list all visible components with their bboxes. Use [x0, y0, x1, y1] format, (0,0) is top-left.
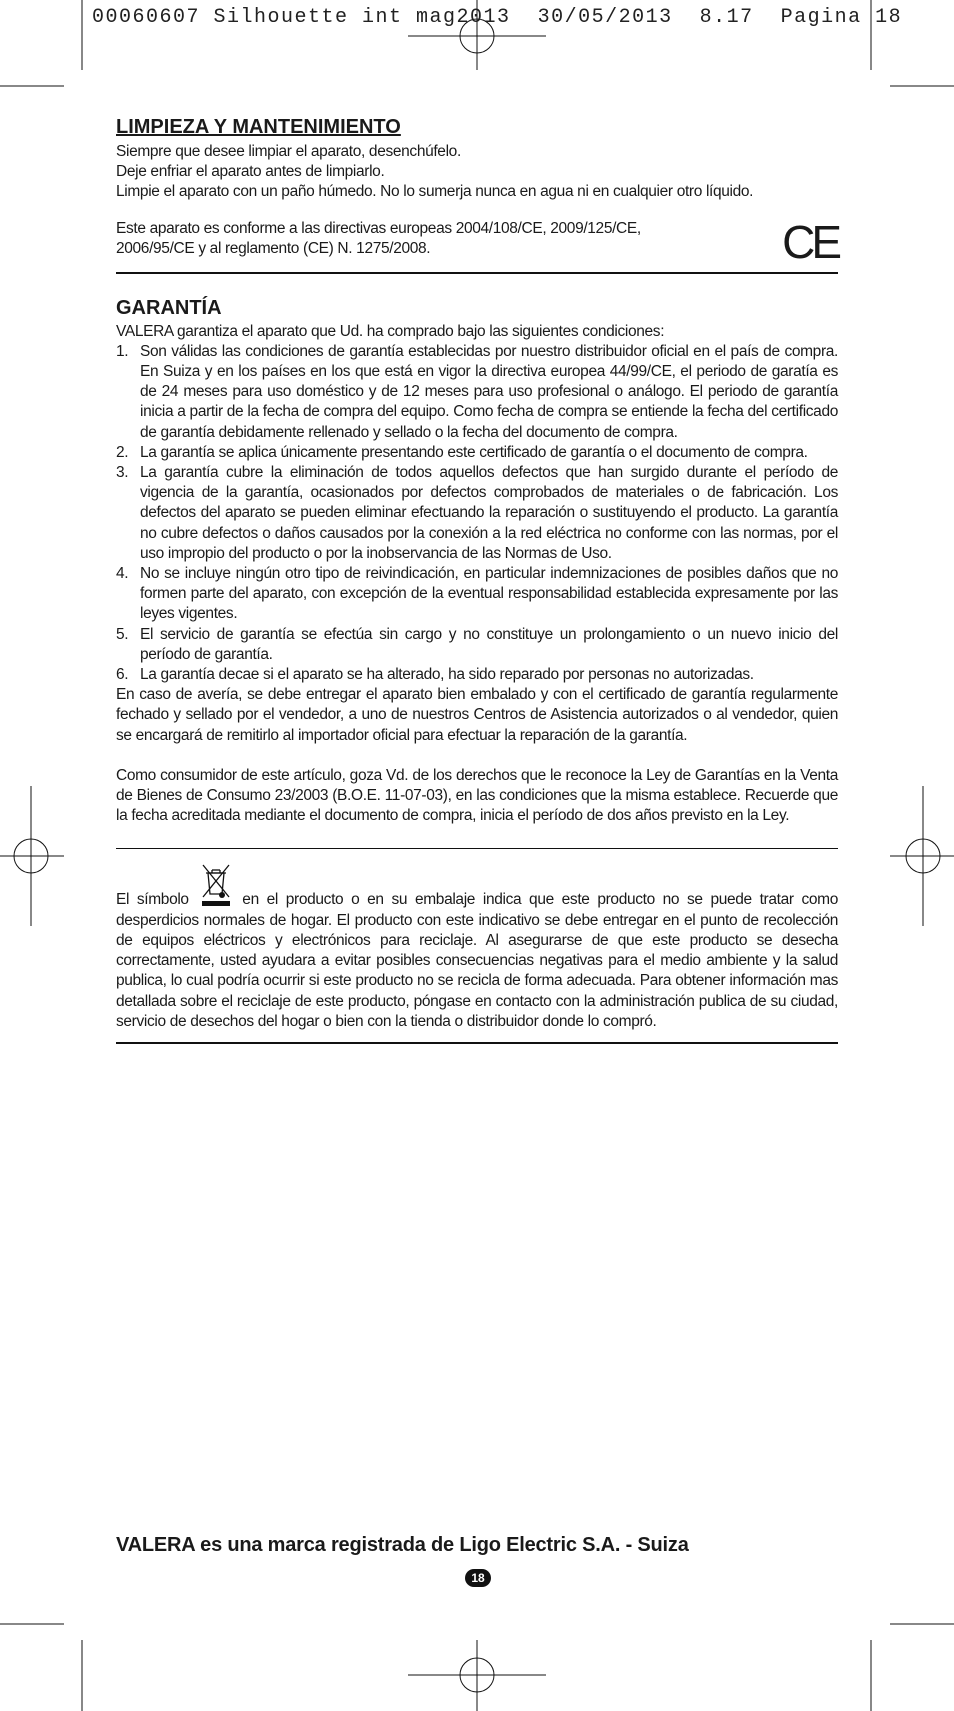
print-slug: 00060607 Silhouette int mag2013 30/05/2013 8.17 Pagina 18: [92, 6, 903, 29]
weee-text-before: El símbolo: [116, 891, 189, 909]
warranty-intro: VALERA garantiza el aparato que Ud. ha comprado bajo las siguientes condiciones:: [116, 322, 665, 340]
weee-notice: [116, 861, 838, 1031]
conformity-text: Este aparato es conforme a las directivas europeas 2004/108/CE, 2009/125/CE, 2006/95/CE y al reglamento (CE) N. 1275/2008.: [116, 219, 641, 257]
condition-number: 2.: [116, 443, 129, 461]
condition-text: La garantía se aplica únicamente presentando este certificado de garantía o el documento de compra.: [140, 443, 808, 461]
section-divider: [116, 848, 838, 849]
warranty-consumer-rights: Como consumidor de este artículo, goza Vd. de los derechos que le reconoce la Ley de Garantías en la Venta de Bienes de Consumo 23/2003 (B.O.E. 11-07-03), en las condiciones que la misma establece. Recuerde que la fecha acreditada mediante el documento de compra, inicia el período de dos años previsto en la Ley.: [116, 766, 838, 825]
page-number-badge: 18: [465, 1569, 491, 1587]
cleaning-line-1: Siempre que desee limpiar el aparato, desenchúfelo.: [116, 143, 461, 160]
list-item: [116, 665, 838, 685]
condition-text: La garantía decae si el aparato se ha alterado, ha sido reparado por personas no autorizadas.: [140, 666, 754, 684]
list-item: [116, 342, 838, 443]
condition-number: 6.: [116, 666, 129, 684]
conformity-block: [116, 215, 838, 268]
list-item: [116, 443, 838, 463]
warranty-title: GARANTÍA: [116, 296, 222, 319]
condition-number: 5.: [116, 625, 129, 643]
list-item: [116, 625, 838, 665]
ce-mark-icon: CE: [782, 215, 838, 268]
condition-text: No se incluye ningún otro tipo de reivindicación, en particular indemnizaciones de posibles daños que no formen parte del aparato, con excepción de la eventual responsabilidad establecida expresamente por las leyes vigentes.: [140, 565, 838, 623]
condition-text: El servicio de garantía se efectúa sin cargo y no constituye un prolongamiento o un nuevo inicio del período de garantía.: [140, 625, 838, 663]
cleaning-title: LIMPIEZA Y MANTENIMIENTO: [116, 116, 401, 138]
weee-text-after: en el producto o en su embalaje indica que este producto no se puede tratar como desperdicios normales de hogar. El producto con este indicativo se debe entregar en el punto de recolección de equipos eléctricos y electrónicos para reciclaje. Al asegurarse de que este producto se desecha correctamente, usted ayudara a evitar posibles consecuencias negativas para el medio ambiente y la salud publica, lo cual podría ocurrir si este producto no se recicla de forma adecuada. Para obtener información mas detallada sobre el reciclaje de este producto, póngase en contacto con la administración publica de su ciudad, servicio de desechos del hogar o bien con la tienda o distribuidor donde lo compró.: [116, 891, 838, 1030]
condition-text: Son válidas las condiciones de garantía establecidas por nuestro distribuidor oficial en el país de compra. En Suiza y en los países en los que está en vigor la directiva europea 44/99/CE, el periodo de garatía es de 24 meses para uso doméstico y de 12 meses para uso profesional o análogo. El periodo de garantía inicia a partir de la fecha de compra del equipo. Como fecha de compra se entiende la fecha del certificado de garantía debidamente rellenado y sellado o la fecha del documento de compra.: [140, 342, 838, 441]
section-divider: [116, 1042, 838, 1044]
section-divider: [116, 272, 838, 274]
condition-number: 4.: [116, 565, 129, 583]
list-item: [116, 564, 838, 625]
brand-trademark-note: VALERA es una marca registrada de Ligo Electric S.A. - Suiza: [116, 1534, 689, 1556]
cleaning-line-2: Deje enfriar el aparato antes de limpiarlo.: [116, 163, 385, 181]
condition-number: 1.: [116, 342, 129, 360]
condition-number: 3.: [116, 464, 129, 482]
warranty-conditions: [116, 342, 838, 685]
warranty-breakdown: En caso de avería, se debe entregar el aparato bien embalado y con el certificado de garantía regularmente fechado y sellado por el vendedor, a uno de nuestros Centros de Asistencia autorizados o al vendedor, quien se encargará de remitirlo al importador oficial para efectuar la reparación de la garantía.: [116, 686, 838, 744]
crossed-out-wheelie-bin-icon: [199, 861, 233, 907]
cleaning-line-3: Limpie el aparato con un paño húmedo. No lo sumerja nunca en agua ni en cualquier otro líquido.: [116, 183, 754, 201]
list-item: [116, 463, 838, 564]
condition-text: La garantía cubre la eliminación de todos aquellos defectos que han surgido durante el período de vigencia de la garantía, ocasionados por defectos comprobados de materiales o de fabricación. Los defectos del aparato se pueden eliminar efectuando la reparación o sustituyendo el producto. La garantía no cubre defectos o daños causados por la conexión a la red eléctrica no conforme con las normas, por el uso impropio del producto o por la inobservancia de las Normas de Uso.: [140, 464, 838, 562]
manual-page: [116, 116, 838, 1044]
